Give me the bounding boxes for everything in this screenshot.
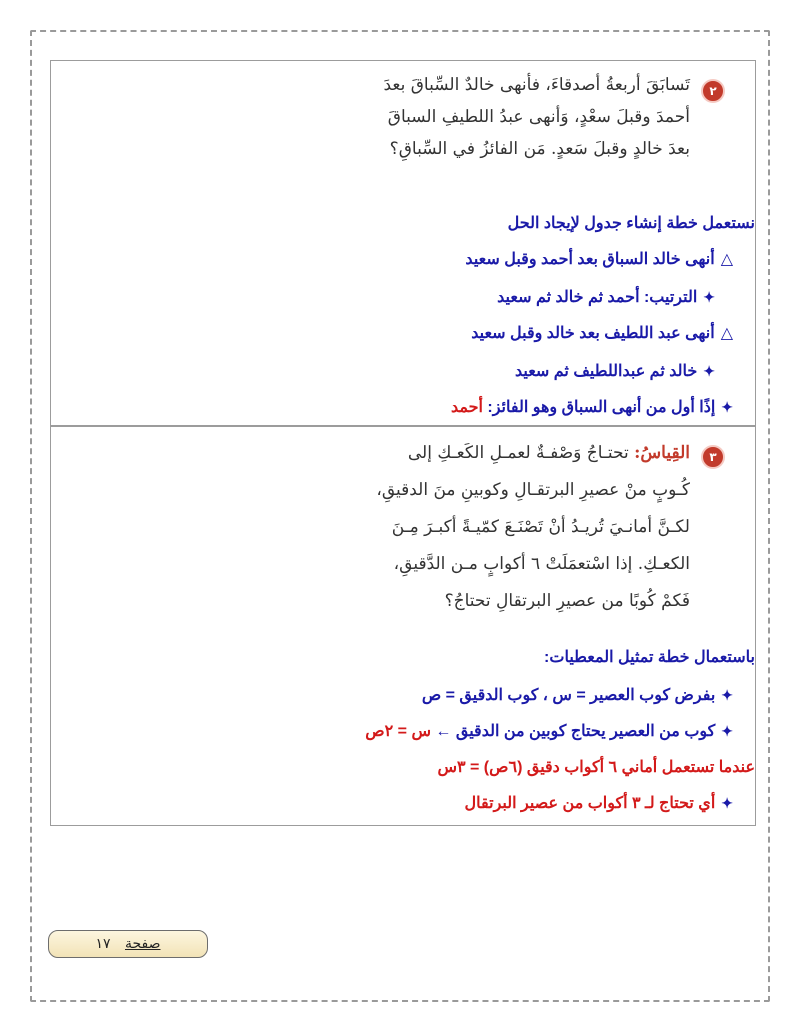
step-text: أنهى خالد السباق بعد أحمد وقبل سعيد: [465, 251, 715, 268]
question-line: فَكمْ كُوبًا من عصيرِ البرتقالِ تحتاجُ؟: [444, 591, 690, 611]
triangle-icon: △: [720, 251, 733, 268]
diamond-bullet-icon: ✦: [721, 399, 733, 415]
question-line: لكـنَّ أمانـيَ تُريـدُ أنْ تَصْنَـعَ كمّيـةً أكبـرَ مِـنَ: [391, 517, 690, 537]
diamond-bullet-icon: ✦: [721, 687, 733, 703]
question-text: تحتـاجُ وَصْفـةٌ لعمـلِ الكَعـكِ إلى: [407, 443, 629, 463]
diamond-bullet-icon: ✦: [721, 723, 733, 739]
solution-step: [471, 323, 733, 343]
detail-text: الترتيب: أحمد ثم خالد ثم سعيد: [497, 289, 698, 306]
solution-detail: [515, 361, 715, 381]
question-line: كُـوبٍ منْ عصيرِ البرتقـالِ وكوبينِ منَ الدقيقِ،: [376, 480, 690, 500]
diamond-bullet-icon: ✦: [721, 795, 733, 811]
arrow-left-icon: ←: [435, 723, 452, 740]
relation-text: كوب من العصير يحتاج كوبين من الدقيق: [455, 723, 716, 740]
question-line: تَسابَقَ أربعةُ أصدقاءَ، فأنهى خالدٌ السِّباقَ بعدَ: [383, 75, 690, 95]
question-line: أحمدَ وقبلَ سعْدٍ، وَأنهى عبدُ اللطيفِ السباقَ: [387, 107, 690, 127]
problem-box-1: [50, 60, 756, 426]
problem-number-badge: ٢: [701, 79, 725, 103]
solution-conclusion: [451, 397, 733, 417]
problem-box-2: [50, 426, 756, 826]
question-line: [360, 435, 690, 472]
solution-assumption: [422, 685, 733, 705]
detail-text: خالد ثم عبداللطيف ثم سعيد: [514, 363, 698, 380]
solution-detail: [497, 287, 715, 307]
problem-number-badge: ٣: [701, 445, 725, 469]
relation-equation: س = ٢ص: [365, 723, 431, 740]
solution-plan: باستعمال خطة تمثيل المعطيات:: [544, 649, 755, 666]
winner-answer: أحمد: [450, 399, 483, 416]
topic-label: القِياسُ:: [634, 443, 690, 463]
problem-question: [360, 69, 690, 165]
step-text: أنهى عبد اللطيف بعد خالد وقبل سعيد: [471, 325, 715, 342]
assumption-text: بفرض كوب العصير = س ، كوب الدقيق = ص: [421, 687, 716, 704]
solution-application: [437, 757, 755, 777]
application-text: عندما تستعمل أماني ٦ أكواب دقيق (٦ص) =: [470, 759, 755, 776]
solution-answer: [465, 793, 733, 813]
diamond-bullet-icon: ✦: [703, 363, 715, 379]
solution-plan: نستعمل خطة إنشاء جدول لإيجاد الحل: [507, 215, 755, 232]
page-number-label: [48, 930, 208, 958]
solution-step: [465, 249, 733, 269]
conclusion-text: إذًا أول من أنهى السباق وهو الفائز:: [487, 399, 716, 416]
page-word: صفحة: [124, 936, 161, 952]
application-result: ٣س: [437, 759, 466, 776]
question-line: بعدَ خالدٍ وقبلَ سَعدٍ. مَن الفائزُ في السِّباقِ؟: [389, 139, 690, 159]
problem-question: [360, 435, 690, 620]
solution-relation: [365, 721, 733, 741]
question-line: الكعـكِ. إذا اسْتعمَلَتْ ٦ أكوابٍ مـن الدَّقيقِ،: [393, 554, 690, 574]
answer-text: أي تحتاج لـ ٣ أكواب من عصير البرتقال: [464, 795, 716, 812]
diamond-bullet-icon: ✦: [703, 289, 715, 305]
page-number: ١٧: [95, 936, 111, 952]
triangle-icon: △: [720, 325, 733, 342]
